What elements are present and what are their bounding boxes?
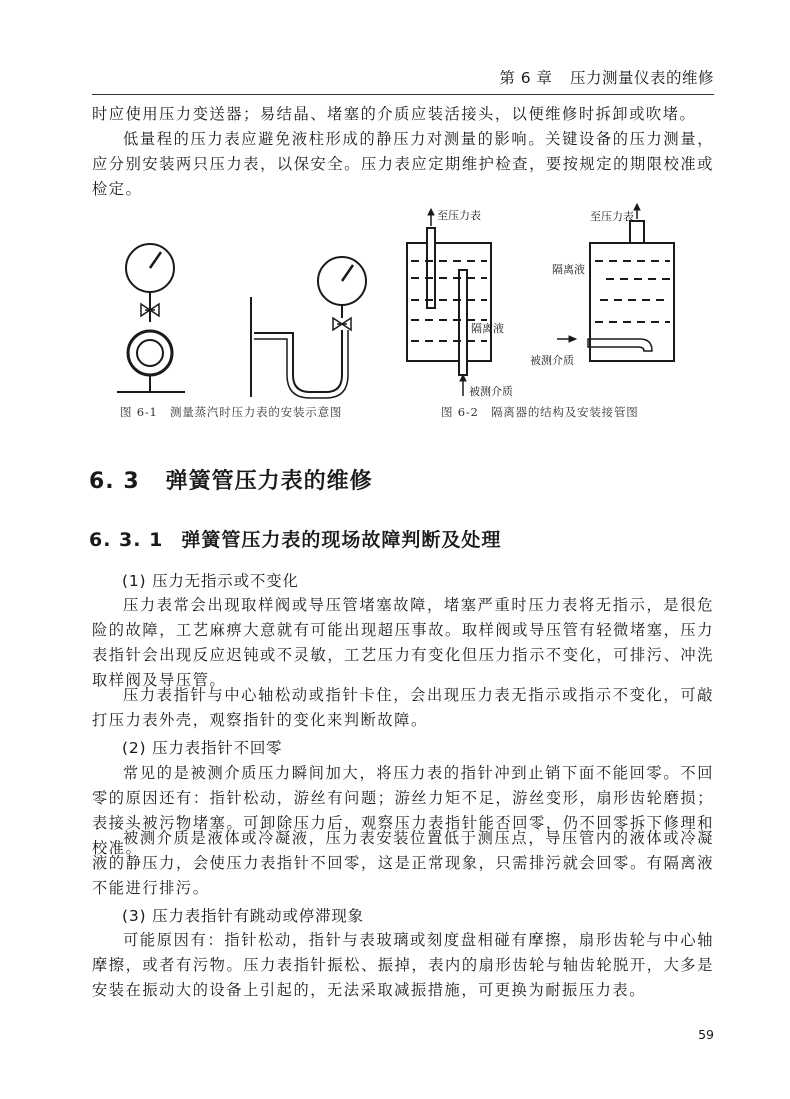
- body-paragraph: 压力表常会出现取样阀或导压管堵塞故障，堵塞严重时压力表将无指示，是很危险的故障，工艺麻痹大意就有可能出现超压事故。取样阀或导压管有轻微堵塞，压力表指针会出现反应迟钝或不灵敏，工艺压力有变化但压力指示不变化，可排污、冲洗取样阀及导压管。: [92, 596, 714, 689]
- section-heading: [89, 464, 373, 495]
- intro-paragraph-1: 时应使用压力变送器；易结晶、堵塞的介质应装活接头，以便维修时拆卸或吹堵。: [92, 105, 697, 123]
- item-heading: (2) 压力表指针不回零: [122, 739, 283, 757]
- fig2-isolator-right: [557, 204, 674, 361]
- fig1-assembly-right: [251, 257, 366, 398]
- figures-area: [0, 0, 790, 440]
- subsection-title: 弹簧管压力表的现场故障判断及处理: [181, 529, 502, 551]
- fig2-isolator-left: [407, 209, 491, 396]
- subsection-number: 6. 3. 1: [89, 529, 164, 551]
- fig2-label-to-gauge-left: 至压力表: [437, 209, 481, 222]
- figure-6-1-caption: 图 6-1 测量蒸汽时压力表的安装示意图: [120, 405, 343, 419]
- fig2-label-medium-right: 被测介质: [530, 354, 574, 367]
- body-paragraph: 常见的是被测介质压力瞬间加大，将压力表的指针冲到止销下面不能回零。不回零的原因还有：指针松动，游丝有问题；游丝力矩不足，游丝变形，扇形齿轮磨损；表接头被污物堵塞。可卸除压力后，观察压力表指针能否回零，仍不回零拆下修理和校准。: [92, 764, 714, 857]
- figure-6-2-caption: 图 6-2 隔离器的结构及安装接管图: [441, 405, 639, 419]
- body-paragraph: 被测介质是液体或冷凝液，压力表安装位置低于测压点，导压管内的液体或冷凝液的静压力，会使压力表指针不回零，这是正常现象，只需排污就会回零。有隔离液不能进行排污。: [92, 829, 714, 897]
- chapter-title: 压力测量仪表的维修: [569, 69, 714, 87]
- page-number: 59: [698, 1027, 714, 1042]
- fig2-label-medium-left: 被测介质: [469, 385, 513, 398]
- intro-paragraph-2: 低量程的压力表应避免液柱形成的静压力对测量的影响。关键设备的压力测量，应分别安装两只压力表，以保安全。压力表应定期维护检查，要按规定的期限校准或检定。: [92, 130, 714, 198]
- body-paragraph: 可能原因有：指针松动，指针与表玻璃或刻度盘相碰有摩擦，扇形齿轮与中心轴摩擦，或者有污物。压力表指针振松、振掉，表内的扇形齿轮与轴齿轮脱开，大多是安装在振动大的设备上引起的，无法采取减振措施，可更换为耐振压力表。: [92, 931, 714, 999]
- fig2-label-isolation-right: 隔离液: [552, 263, 585, 276]
- body-paragraph: 压力表指针与中心轴松动或指针卡住，会出现压力表无指示或指示不变化，可敲打压力表外壳，观察指针的变化来判断故障。: [92, 686, 714, 729]
- section-title: 弹簧管压力表的维修: [165, 469, 373, 494]
- item-heading: (1) 压力无指示或不变化: [122, 572, 299, 590]
- item-heading: (3) 压力表指针有跳动或停滞现象: [122, 907, 364, 925]
- fig2-label-to-gauge-right: 至压力表: [590, 210, 634, 223]
- chapter-number: 第 6 章: [499, 69, 553, 87]
- fig2-label-isolation-left: 隔离液: [471, 322, 504, 335]
- subsection-heading: [89, 525, 501, 552]
- fig1-assembly-left: [117, 244, 185, 392]
- section-number: 6. 3: [89, 469, 140, 494]
